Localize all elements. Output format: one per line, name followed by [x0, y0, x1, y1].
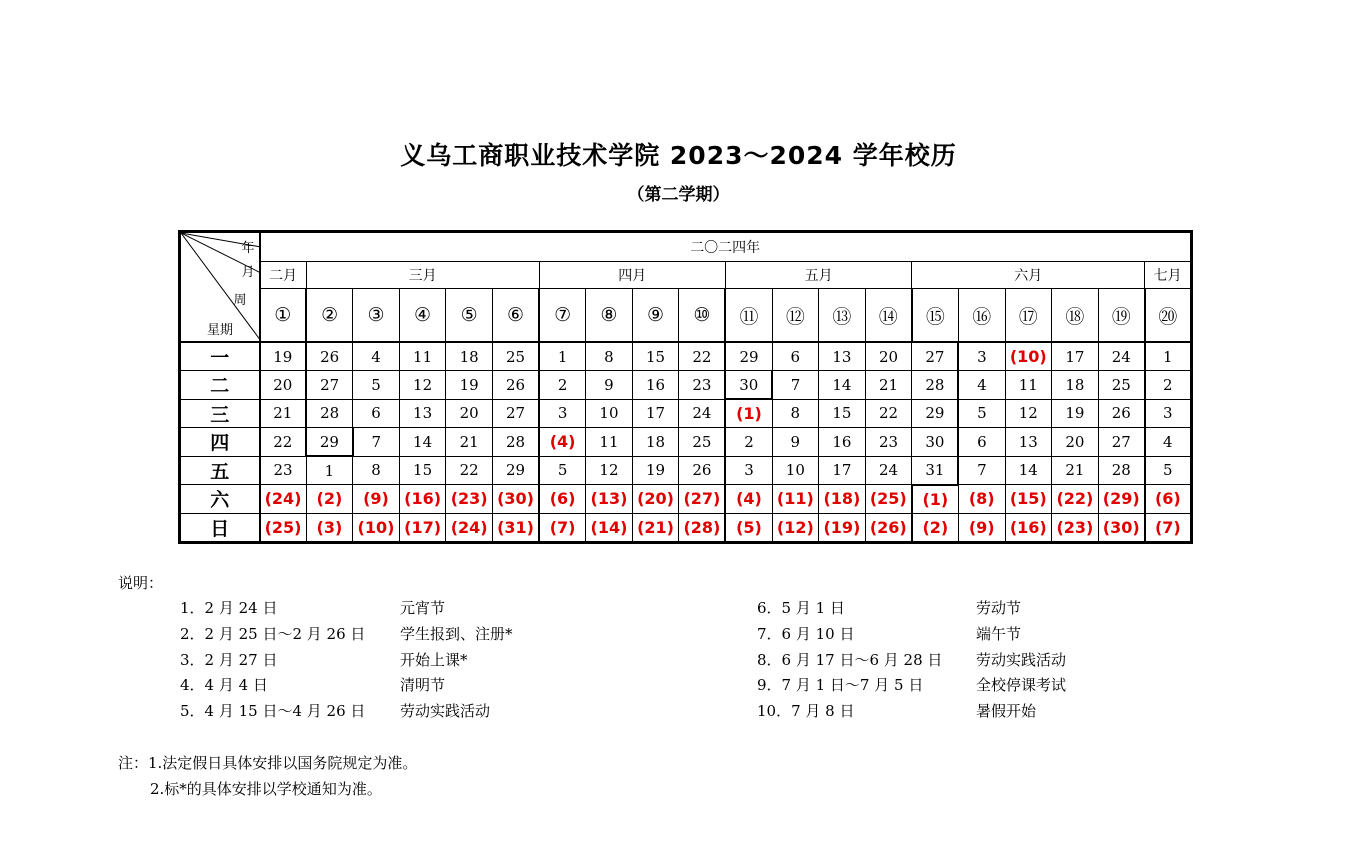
note-date: 6．5 月 1 日 [757, 599, 845, 617]
calendar-day-cell: 24 [865, 456, 912, 485]
calendar-day-cell: (25) [260, 513, 307, 542]
note-date: 4．4 月 4 日 [180, 676, 268, 695]
calendar-day-cell: (28) [679, 513, 726, 542]
note-date: 1．2 月 24 日 [180, 599, 278, 617]
calendar-day-cell: 18 [632, 428, 679, 457]
week-number-9: ⑨ [632, 289, 679, 343]
note-date: 3．2 月 27 日 [180, 650, 278, 669]
calendar-day-cell: 20 [1052, 428, 1099, 457]
week-number-2: ② [306, 289, 353, 343]
corner-month-label: 月 [241, 265, 255, 280]
calendar-day-cell: 17 [632, 399, 679, 428]
note-event: 暑假开始 [976, 702, 1037, 721]
notes-heading: 说明： [118, 574, 164, 592]
calendar-day-cell: (6) [539, 485, 586, 514]
week-number-15: ⑮ [912, 289, 959, 343]
note-date: 5．4 月 15 日～4 月 26 日 [180, 702, 366, 721]
calendar-day-cell: 8 [353, 456, 400, 485]
month-jul: 七月 [1145, 262, 1192, 289]
note-event: 清明节 [400, 676, 446, 695]
calendar-day-cell: 1 [539, 342, 586, 371]
weekday-row [180, 371, 1192, 400]
calendar-day-cell: 27 [306, 371, 353, 400]
calendar-day-cell: (2) [912, 513, 959, 542]
calendar-day-cell: 2 [539, 371, 586, 400]
calendar-day-cell: 12 [1005, 399, 1052, 428]
calendar-day-cell: (17) [399, 513, 446, 542]
calendar-day-cell: 21 [865, 371, 912, 400]
week-row [180, 289, 1192, 343]
weekday-label: 日 [180, 513, 260, 542]
week-number-20: ⑳ [1145, 289, 1192, 343]
calendar-day-cell: 1 [306, 456, 353, 485]
month-may: 五月 [725, 262, 911, 289]
calendar-day-cell: 14 [1005, 456, 1052, 485]
week-number-13: ⑬ [819, 289, 866, 343]
calendar-day-cell: (3) [306, 513, 353, 542]
header-corner-cell [180, 232, 260, 343]
calendar-day-cell: 3 [958, 342, 1005, 371]
calendar-day-cell: (19) [819, 513, 866, 542]
month-mar: 三月 [306, 262, 539, 289]
calendar-day-cell: 18 [446, 342, 493, 371]
calendar-day-cell: 22 [260, 428, 307, 457]
calendar-day-cell: 29 [306, 428, 353, 457]
calendar-day-cell: 2 [725, 428, 772, 457]
year-label: 二〇二四年 [260, 232, 1192, 262]
calendar-day-cell: 23 [260, 456, 307, 485]
note-event: 学生报到、注册* [400, 624, 513, 643]
calendar-day-cell: (4) [725, 485, 772, 514]
calendar-day-cell: (6) [1145, 485, 1192, 514]
calendar-day-cell: 13 [399, 399, 446, 428]
week-number-10: ⑩ [679, 289, 726, 343]
calendar-day-cell: 17 [819, 456, 866, 485]
calendar-day-cell: 24 [679, 399, 726, 428]
calendar-day-cell: (9) [353, 485, 400, 514]
week-number-8: ⑧ [586, 289, 633, 343]
calendar-day-cell: (27) [679, 485, 726, 514]
weekday-label: 二 [180, 371, 260, 400]
calendar-day-cell: (24) [260, 485, 307, 514]
month-jun: 六月 [912, 262, 1145, 289]
calendar-day-cell: 9 [586, 371, 633, 400]
calendar-day-cell: (7) [1145, 513, 1192, 542]
calendar-day-cell: 10 [586, 399, 633, 428]
calendar-day-cell: 9 [772, 428, 819, 457]
weekday-row [180, 399, 1192, 428]
calendar-day-cell: 30 [912, 428, 959, 457]
note-date: 10．7 月 8 日 [757, 702, 855, 721]
calendar-day-cell: (8) [958, 485, 1005, 514]
calendar-day-cell: 5 [353, 371, 400, 400]
calendar-day-cell: 7 [772, 371, 819, 400]
calendar-day-cell: (23) [446, 485, 493, 514]
calendar-day-cell: 13 [1005, 428, 1052, 457]
calendar-day-cell: 19 [446, 371, 493, 400]
calendar-day-cell: 29 [912, 399, 959, 428]
note-date: 2．2 月 25 日～2 月 26 日 [180, 624, 366, 643]
calendar-day-cell: 22 [446, 456, 493, 485]
calendar-day-cell: (1) [912, 485, 959, 514]
calendar-day-cell: 21 [446, 428, 493, 457]
calendar-day-cell: (18) [819, 485, 866, 514]
week-number-12: ⑫ [772, 289, 819, 343]
calendar-day-cell: (5) [725, 513, 772, 542]
calendar-day-cell: (9) [958, 513, 1005, 542]
calendar-day-cell: (13) [586, 485, 633, 514]
week-number-3: ③ [353, 289, 400, 343]
calendar-day-cell: (26) [865, 513, 912, 542]
calendar-day-cell: 15 [819, 399, 866, 428]
week-number-4: ④ [399, 289, 446, 343]
corner-weekday-label: 星期 [207, 323, 234, 338]
calendar-day-cell: 5 [539, 456, 586, 485]
calendar-day-cell: 26 [306, 342, 353, 371]
calendar-day-cell: (30) [1098, 513, 1145, 542]
calendar-day-cell: 23 [679, 371, 726, 400]
calendar-day-cell: 12 [586, 456, 633, 485]
calendar-day-cell: 28 [492, 428, 539, 457]
calendar-day-cell: 20 [865, 342, 912, 371]
calendar-day-cell: (29) [1098, 485, 1145, 514]
calendar-day-cell: 4 [353, 342, 400, 371]
page-subtitle: （第二学期） [627, 185, 730, 205]
calendar-day-cell: 8 [772, 399, 819, 428]
weekday-row [180, 456, 1192, 485]
calendar-day-cell: 14 [819, 371, 866, 400]
calendar-day-cell: 7 [958, 456, 1005, 485]
note-event: 劳动实践活动 [976, 650, 1067, 669]
calendar-day-cell: 1 [1145, 342, 1192, 371]
note-event: 全校停课考试 [976, 676, 1067, 695]
calendar-day-cell: 27 [912, 342, 959, 371]
calendar-day-cell: 22 [865, 399, 912, 428]
calendar-day-cell: (25) [865, 485, 912, 514]
calendar-table [178, 230, 1193, 544]
calendar-day-cell: 6 [958, 428, 1005, 457]
note-event: 劳动节 [976, 599, 1022, 617]
week-number-1: ① [260, 289, 307, 343]
calendar-day-cell: 4 [958, 371, 1005, 400]
calendar-day-cell: 26 [679, 456, 726, 485]
week-number-7: ⑦ [539, 289, 586, 343]
calendar-day-cell: 28 [912, 371, 959, 400]
calendar-day-cell: 22 [679, 342, 726, 371]
calendar-day-cell: 11 [1005, 371, 1052, 400]
calendar-day-cell: 21 [1052, 456, 1099, 485]
calendar-day-cell: (30) [492, 485, 539, 514]
calendar-day-cell: 16 [819, 428, 866, 457]
calendar-day-cell: 18 [1052, 371, 1099, 400]
calendar-day-cell: 15 [399, 456, 446, 485]
calendar-day-cell: 26 [492, 371, 539, 400]
calendar-day-cell: 20 [260, 371, 307, 400]
note-event: 元宵节 [400, 599, 446, 617]
week-number-18: ⑱ [1052, 289, 1099, 343]
calendar-day-cell: (24) [446, 513, 493, 542]
calendar-day-cell: (14) [586, 513, 633, 542]
calendar-day-cell: 29 [492, 456, 539, 485]
calendar-day-cell: (7) [539, 513, 586, 542]
weekday-label: 六 [180, 485, 260, 514]
calendar-day-cell: 28 [306, 399, 353, 428]
calendar-day-cell: (21) [632, 513, 679, 542]
calendar-day-cell: (16) [399, 485, 446, 514]
calendar-day-cell: 19 [1052, 399, 1099, 428]
calendar-day-cell: 25 [679, 428, 726, 457]
calendar-day-cell: 14 [399, 428, 446, 457]
calendar-day-cell: (11) [772, 485, 819, 514]
weekday-row [180, 513, 1192, 542]
calendar-day-cell: 31 [912, 456, 959, 485]
calendar-day-cell: (10) [353, 513, 400, 542]
calendar-day-cell: 27 [1098, 428, 1145, 457]
footer-note-2: 2.标*的具体安排以学校通知为准。 [150, 780, 382, 798]
calendar-day-cell: (15) [1005, 485, 1052, 514]
calendar-day-cell: (4) [539, 428, 586, 457]
corner-year-label: 年 [241, 241, 255, 256]
calendar-day-cell: 25 [492, 342, 539, 371]
week-number-6: ⑥ [492, 289, 539, 343]
calendar-day-cell: (31) [492, 513, 539, 542]
calendar-day-cell: 11 [586, 428, 633, 457]
calendar-day-cell: (2) [306, 485, 353, 514]
week-number-5: ⑤ [446, 289, 493, 343]
month-apr: 四月 [539, 262, 725, 289]
weekday-label: 四 [180, 428, 260, 457]
calendar-day-cell: 6 [353, 399, 400, 428]
calendar-day-cell: (1) [725, 399, 772, 428]
calendar-day-cell: 16 [632, 371, 679, 400]
month-row [180, 262, 1192, 289]
weekday-label: 一 [180, 342, 260, 371]
calendar-day-cell: 15 [632, 342, 679, 371]
calendar-day-cell: (20) [632, 485, 679, 514]
week-number-11: ⑪ [725, 289, 772, 343]
calendar-day-cell: 30 [725, 371, 772, 400]
calendar-day-cell: 5 [958, 399, 1005, 428]
calendar-day-cell: 6 [772, 342, 819, 371]
calendar-day-cell: 20 [446, 399, 493, 428]
calendar-day-cell: 29 [725, 342, 772, 371]
weekday-row [180, 342, 1192, 371]
calendar-day-cell: 5 [1145, 456, 1192, 485]
calendar-day-cell: 19 [632, 456, 679, 485]
calendar-day-cell: 28 [1098, 456, 1145, 485]
calendar-day-cell: (12) [772, 513, 819, 542]
corner-week-label: 周 [233, 293, 247, 308]
note-event: 端午节 [976, 624, 1022, 643]
calendar-day-cell: 13 [819, 342, 866, 371]
calendar-day-cell: (10) [1005, 342, 1052, 371]
note-event: 劳动实践活动 [400, 702, 491, 721]
calendar-day-cell: 8 [586, 342, 633, 371]
week-number-17: ⑰ [1005, 289, 1052, 343]
calendar-day-cell: 11 [399, 342, 446, 371]
calendar-day-cell: 25 [1098, 371, 1145, 400]
calendar-day-cell: 4 [1145, 428, 1192, 457]
calendar-day-cell: 2 [1145, 371, 1192, 400]
calendar-day-cell: 10 [772, 456, 819, 485]
weekday-label: 三 [180, 399, 260, 428]
calendar-day-cell: 7 [353, 428, 400, 457]
calendar-day-cell: 27 [492, 399, 539, 428]
note-event: 开始上课* [400, 650, 468, 669]
week-number-19: ⑲ [1098, 289, 1145, 343]
calendar-day-cell: (16) [1005, 513, 1052, 542]
month-feb: 二月 [260, 262, 307, 289]
note-date: 8．6 月 17 日～6 月 28 日 [757, 650, 943, 669]
calendar-day-cell: 3 [539, 399, 586, 428]
calendar-day-cell: 17 [1052, 342, 1099, 371]
calendar-day-cell: 3 [725, 456, 772, 485]
calendar-day-cell: 12 [399, 371, 446, 400]
week-number-14: ⑭ [865, 289, 912, 343]
calendar-day-cell: 3 [1145, 399, 1192, 428]
calendar-day-cell: 26 [1098, 399, 1145, 428]
calendar-day-cell: (23) [1052, 513, 1099, 542]
page-title: 义乌工商职业技术学院 2023～2024 学年校历 [400, 141, 957, 170]
weekday-label: 五 [180, 456, 260, 485]
calendar-day-cell: 19 [260, 342, 307, 371]
year-row [180, 232, 1192, 262]
note-date: 9．7 月 1 日～7 月 5 日 [757, 676, 924, 695]
note-date: 7．6 月 10 日 [757, 624, 855, 643]
calendar-day-cell: (22) [1052, 485, 1099, 514]
weekday-row [180, 428, 1192, 457]
calendar-day-cell: 21 [260, 399, 307, 428]
calendar-day-cell: 23 [865, 428, 912, 457]
calendar-day-cell: 24 [1098, 342, 1145, 371]
weekday-row [180, 485, 1192, 514]
footer-note-1: 注：1.法定假日具体安排以国务院规定为准。 [118, 754, 418, 772]
week-number-16: ⑯ [958, 289, 1005, 343]
